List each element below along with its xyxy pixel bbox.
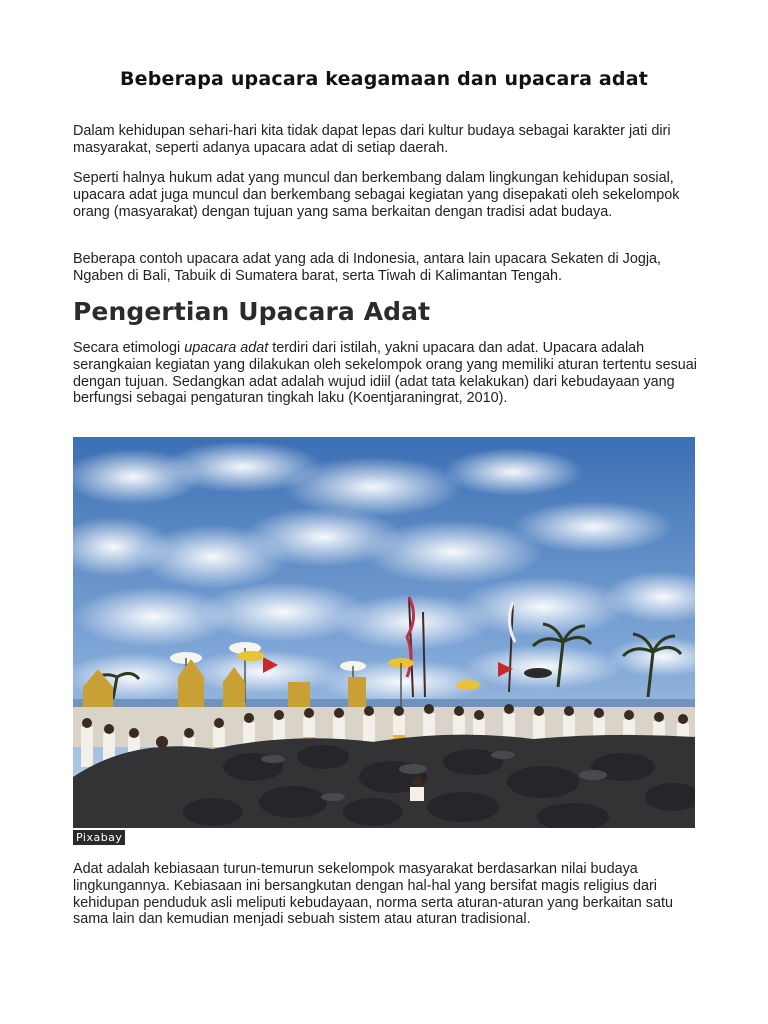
paragraph-intro: Dalam kehidupan sehari-hari kita tidak dapat lepas dari kultur budaya sebagai karakter jati diri masyarakat, seperti adanya upacara adat di setiap daerah. [73, 123, 671, 156]
photo-credit: Pixabay [73, 830, 125, 845]
paragraph-etimologi [73, 340, 699, 407]
rocks [73, 735, 695, 828]
section-heading: Pengertian Upacara Adat [73, 297, 431, 326]
paragraph-contoh-upacara: Beberapa contoh upacara adat yang ada di Indonesia, antara lain upacara Sekaten di Jogja, Ngaben di Bali, Tabuik di Sumatera barat, serta Tiwah di Kalimantan Tengah. [73, 251, 662, 284]
ceremony-photo-illustration [73, 437, 695, 828]
paragraph-adat: Adat adalah kebiasaan turun-temurun sekelompok masyarakat berdasarkan nilai budaya lingkungannya. Kebiasaan ini bersangkutan dengan hal-hal yang bersifat magis religius dari kehidupan penduduk asli meliputi kebudayaan, norma serta aturan-aturan yang berkaitan satu sama lain dan kemudian menjadi sebuah sistem atau aturan tradisional. [73, 861, 674, 928]
ceremony-photo [73, 437, 695, 828]
document-title: Beberapa upacara keagamaan dan upacara adat [119, 68, 649, 90]
etimologi-emphasis: upacara adat [184, 340, 269, 356]
etimologi-text-before: Secara etimologi [73, 340, 185, 356]
etimologi-text-after: terdiri dari istilah, yakni upacara dan adat. Upacara adalah serangkaian kegiatan yang dilakukan oleh sekelompok orang yang memiliki aturan tertentu sesuai dengan tujuan. Sedangkan adat adalah wujud idiil (adat tata kelakukan) dari kebudayaan yang berfungsi sebagai pengaturan tingkah laku (Koentjaraningrat, 2010). [73, 340, 697, 407]
paragraph-hukum-adat: Seperti halnya hukum adat yang muncul dan berkembang dalam lingkungan kehidupan sosial, upacara adat juga muncul dan berkembang sebagai kegiatan yang disepakati oleh sekelompok orang (masyarakat) dengan tujuan yang sama berkaitan dengan tradisi adat budaya. [73, 170, 680, 220]
